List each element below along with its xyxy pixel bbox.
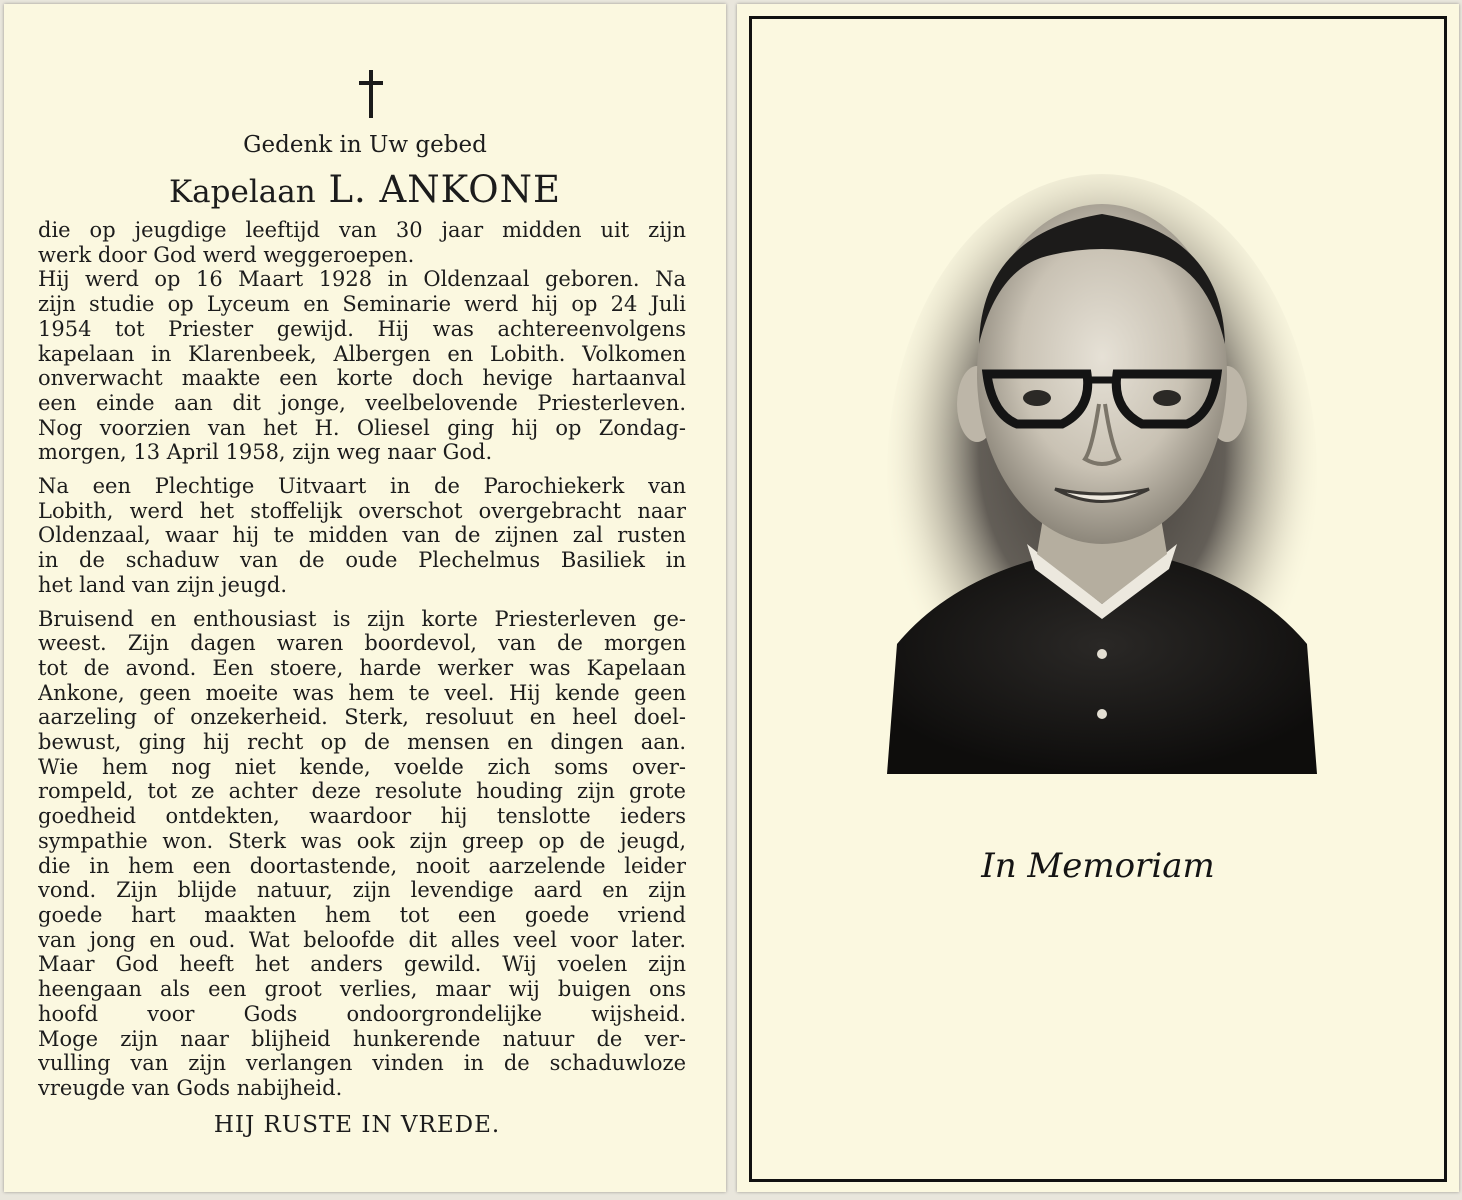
text-line: rompeld, tot ze achter deze resolute houding zijn grote — [38, 779, 686, 804]
text-line: weest. Zijn dagen waren boordevol, van de morgen — [38, 631, 686, 656]
closing-line: HIJ RUSTE IN VREDE. — [213, 1112, 501, 1138]
text-line: vreugde van Gods nabijheid. — [38, 1075, 343, 1100]
text-line: hoofd voor Gods ondoorgrondelijke wijsheid. — [38, 1001, 686, 1026]
text-line: Ankone, geen moeite was hem te veel. Hij kende geen — [38, 680, 686, 705]
text-card — [4, 4, 726, 1192]
text-line: Oldenzaal, waar hij te midden van de zijnen zal rusten — [38, 523, 686, 548]
text-line: vulling van zijn verlangen vinden in de schaduwloze — [38, 1051, 686, 1076]
text-line: goedheid ontdekten, waardoor hij tenslotte ieders — [38, 804, 686, 829]
text-line: Nog voorzien van het H. Oliesel ging hij op Zondag- — [38, 415, 686, 440]
text-line: Maar God heeft het anders gewild. Wij voelen zijn — [38, 952, 686, 977]
text-line: een einde aan dit jonge, veelbelovende Priesterleven. — [38, 390, 686, 415]
text-line: sympathie won. Sterk was ook zijn greep op de jeugd, — [38, 828, 686, 853]
greeting: Gedenk in Uw gebed — [243, 132, 487, 158]
cross-icon — [356, 70, 386, 120]
text-line: Bruisend en enthousiast is zijn korte Priesterleven ge- — [38, 606, 686, 631]
text-line: bewust, ging hij recht op de mensen en dingen aan. — [38, 730, 686, 755]
text-line: heengaan als een groot verlies, maar wij buigen ons — [38, 977, 686, 1002]
name-text: L. ANKONE — [328, 168, 561, 211]
obituary-text — [38, 218, 686, 1101]
in-memoriam-caption: In Memoriam — [981, 846, 1215, 886]
name-rank: Kapelaan — [168, 174, 316, 210]
text-line: onverwacht maakte een korte doch hevige hartaanval — [38, 366, 686, 391]
text-line: tot de avond. Een stoere, harde werker was Kapelaan — [38, 655, 686, 680]
paragraph-gap — [38, 465, 686, 474]
text-line: Wie hem nog niet kende, voelde zich soms over- — [38, 754, 686, 779]
text-line: morgen, 13 April 1958, zijn weg naar God. — [38, 440, 493, 465]
portrait-photo — [887, 174, 1317, 774]
text-line: 1954 tot Priester gewijd. Hij was achtereenvolgens — [38, 316, 686, 341]
text-line: die in hem een doortastende, nooit aarzelende leider — [38, 853, 686, 878]
text-line: die op jeugdige leeftijd van 30 jaar midden uit zijn — [38, 218, 686, 242]
photo-card — [737, 4, 1459, 1192]
text-line: Hij werd op 16 Maart 1928 in Oldenzaal geboren. Na — [38, 267, 686, 292]
text-line: van jong en oud. Wat beloofde dit alles veel voor later. — [38, 927, 686, 952]
text-line: het land van zijn jeugd. — [38, 572, 288, 597]
text-line: Lobith, werd het stoffelijk overschot overgebracht naar — [38, 498, 686, 523]
text-line: goede hart maakten hem tot een goede vriend — [38, 902, 686, 927]
text-line: aarzeling of onzekerheid. Sterk, resoluut en heel doel- — [38, 705, 686, 730]
deceased-name — [4, 168, 726, 211]
text-line: in de schaduw van de oude Plechelmus Basiliek in — [38, 548, 686, 573]
paragraph-gap — [38, 598, 686, 607]
text-line: Na een Plechtige Uitvaart in de Parochiekerk van — [38, 474, 686, 499]
text-line: Moge zijn naar blijheid hunkerende natuur de ver- — [38, 1026, 686, 1051]
text-line: zijn studie op Lyceum en Seminarie werd hij op 24 Juli — [38, 292, 686, 317]
text-line: kapelaan in Klarenbeek, Albergen en Lobith. Volkomen — [38, 341, 686, 366]
text-line: werk door God werd weggeroepen. — [38, 242, 415, 267]
text-line: vond. Zijn blijde natuur, zijn levendige aard en zijn — [38, 878, 686, 903]
